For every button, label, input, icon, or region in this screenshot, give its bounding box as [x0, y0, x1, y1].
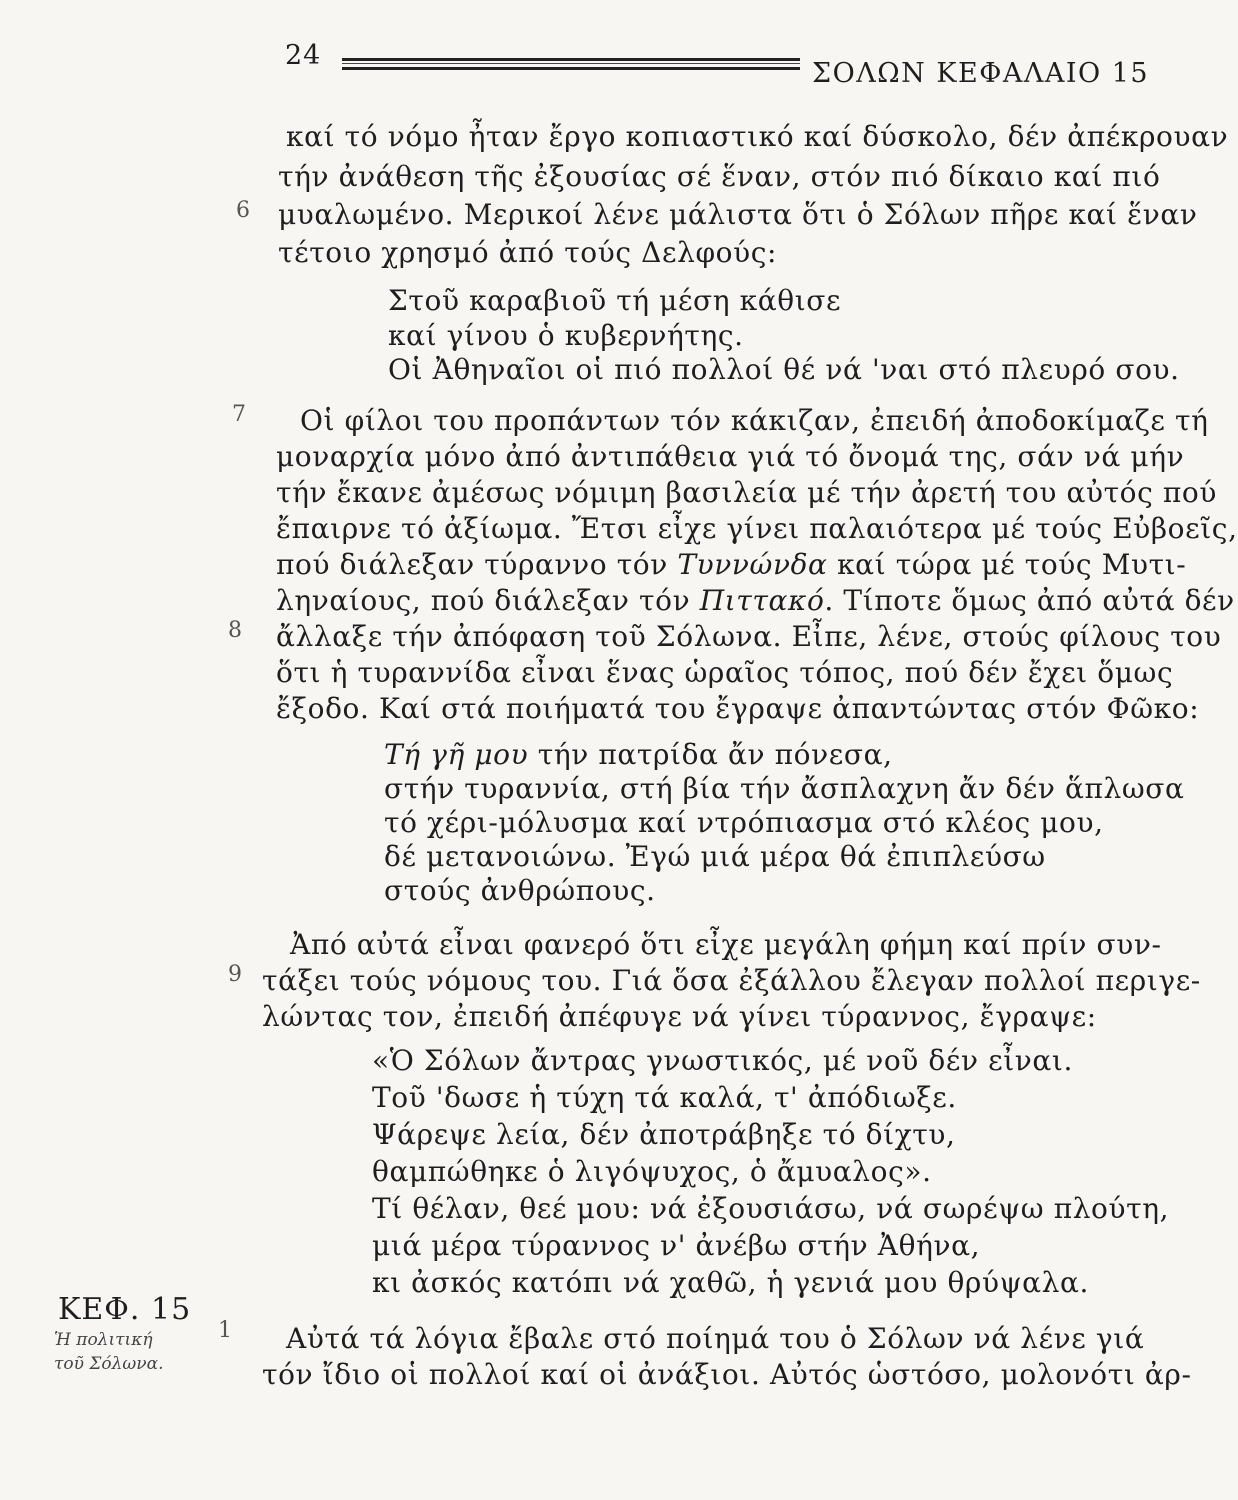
text-line: τήν ἀνάθεση τῆς ἐξουσίας σέ ἕναν, στόν πιό δίκαιο καί πιό [278, 160, 1161, 193]
text-line: Αὐτά τά λόγια ἔβαλε στό ποίημά του ὁ Σόλων νά λένε γιά [286, 1322, 1145, 1355]
verse-line: Ψάρεψε λεία, δέν ἀποτράβηξε τό δίχτυ, [372, 1118, 956, 1151]
text-line: ὅτι ἡ τυραννίδα εἶναι ἕνας ὡραῖος τόπος, πού δέν ἔχει ὅμως [276, 656, 1174, 689]
text-span: Τή γῆ μου [384, 738, 529, 771]
chapter-subtitle: τοῦ Σόλωνα. [54, 1354, 164, 1374]
text-line: μοναρχία μόνο ἀπό ἀντιπάθεια γιά τό ὄνομά της, σάν νά μήν [276, 440, 1185, 473]
name-tynnondas: Τυννώνδα [677, 548, 828, 581]
margin-number: 8 [228, 618, 242, 643]
verse-line: κι ἀσκός κατόπι νά χαθῶ, ἡ γενιά μου θρύψαλα. [372, 1266, 1090, 1299]
text-line [276, 584, 1235, 618]
margin-number: 6 [236, 198, 250, 223]
margin-number: 9 [228, 962, 242, 987]
verse-line: Τοῦ 'δωσε ἡ τύχη τά καλά, τ' ἀπόδιωξε. [372, 1081, 957, 1114]
verse-line: μιά μέρα τύραννος ν' ἀνέβω στήν Ἀθήνα, [372, 1229, 981, 1262]
text-line: τέτοιο χρησμό ἀπό τούς Δελφούς: [278, 236, 778, 269]
running-title: ΣΟΛΩΝ ΚΕΦΑΛΑΙΟ 15 [812, 58, 1150, 89]
text-line: ἔπαιρνε τό ἀξίωμα. Ἔτσι εἶχε γίνει παλαιότερα μέ τούς Εὐβοεῖς, [276, 512, 1238, 545]
text-line: τήν ἔκανε ἀμέσως νόμιμη βασιλεία μέ τήν ἀρετή του αὐτός πού [276, 476, 1217, 509]
name-pittakos: Πιττακό [699, 584, 825, 617]
text-span: ληναίους, πού διάλεξαν τόν [276, 584, 700, 617]
verse-line: θαμπώθηκε ὁ λιγόψυχος, ὁ ἄμυαλος». [372, 1155, 932, 1188]
text-line: ἔξοδο. Καί στά ποιήματά του ἔγραψε ἀπαντώντας στόν Φῶκο: [276, 692, 1200, 725]
page-number: 24 [285, 40, 322, 71]
verse-line: Τί θέλαν, θεέ μου: νά ἐξουσιάσω, νά σωρέψω πλούτη, [372, 1192, 1170, 1225]
text-line: Ἀπό αὐτά εἶναι φανερό ὅτι εἶχε μεγάλη φήμη καί πρίν συν- [290, 928, 1162, 961]
verse-line: Στοῦ καραβιοῦ τή μέση κάθισε [388, 284, 842, 317]
chapter-marker: ΚΕΦ. 15 [58, 1292, 192, 1327]
verse-line: τό χέρι-μόλυσμα καί ντρόπιασμα στό κλέος μου, [384, 806, 1104, 839]
verse-line: «Ὁ Σόλων ἄντρας γνωστικός, μέ νοῦ δέν εἶναι. [372, 1044, 1074, 1077]
text-line [276, 548, 1186, 582]
text-span: . Τίποτε ὅμως ἀπό αὐτά δέν [824, 584, 1235, 617]
text-line: λώντας τον, ἐπειδή ἀπέφυγε νά γίνει τύραννος, ἔγραψε: [262, 1000, 1097, 1033]
header-rule [342, 58, 800, 70]
verse-line: στούς ἀνθρώπους. [384, 874, 656, 907]
text-span: καί τώρα μέ τούς Μυτι- [827, 548, 1187, 581]
chapter-subtitle: Ἡ πολιτική [54, 1330, 153, 1350]
text-line: καί τό νόμο ἦταν ἔργο κοπιαστικό καί δύσκολο, δέν ἀπέκρουαν [286, 120, 1229, 153]
verse-line: στήν τυραννία, στή βία τήν ἄσπλαχνη ἄν δέν ἅπλωσα [384, 772, 1185, 805]
text-span: τήν πατρίδα ἄν πόνεσα, [528, 738, 893, 771]
text-span: πού διάλεξαν τύραννο τόν [276, 548, 678, 581]
text-line: τάξει τούς νόμους του. Γιά ὅσα ἐξάλλου ἔλεγαν πολλοί περιγε- [262, 964, 1201, 997]
verse-line: δέ μετανοιώνω. Ἐγώ μιά μέρα θά ἐπιπλεύσω [384, 840, 1046, 873]
text-line: ἄλλαξε τήν ἀπόφαση τοῦ Σόλωνα. Εἶπε, λένε, στούς φίλους του [276, 620, 1222, 653]
text-line: Οἱ φίλοι του προπάντων τόν κάκιζαν, ἐπειδή ἀποδοκίμαζε τή [300, 404, 1209, 437]
text-line: μυαλωμένο. Μερικοί λένε μάλιστα ὅτι ὁ Σόλων πῆρε καί ἕναν [278, 198, 1198, 231]
text-line: τόν ἴδιο οἱ πολλοί καί οἱ ἀνάξιοι. Αὐτός ὡστόσο, μολονότι ἀρ- [262, 1358, 1192, 1391]
verse-line: καί γίνου ὁ κυβερνήτης. [388, 319, 744, 352]
margin-number: 7 [232, 402, 246, 427]
verse-line: Οἱ Ἀθηναῖοι οἱ πιό πολλοί θέ νά 'ναι στό πλευρό σου. [388, 353, 1180, 386]
verse-line [384, 738, 893, 772]
margin-number: 1 [218, 1318, 232, 1343]
